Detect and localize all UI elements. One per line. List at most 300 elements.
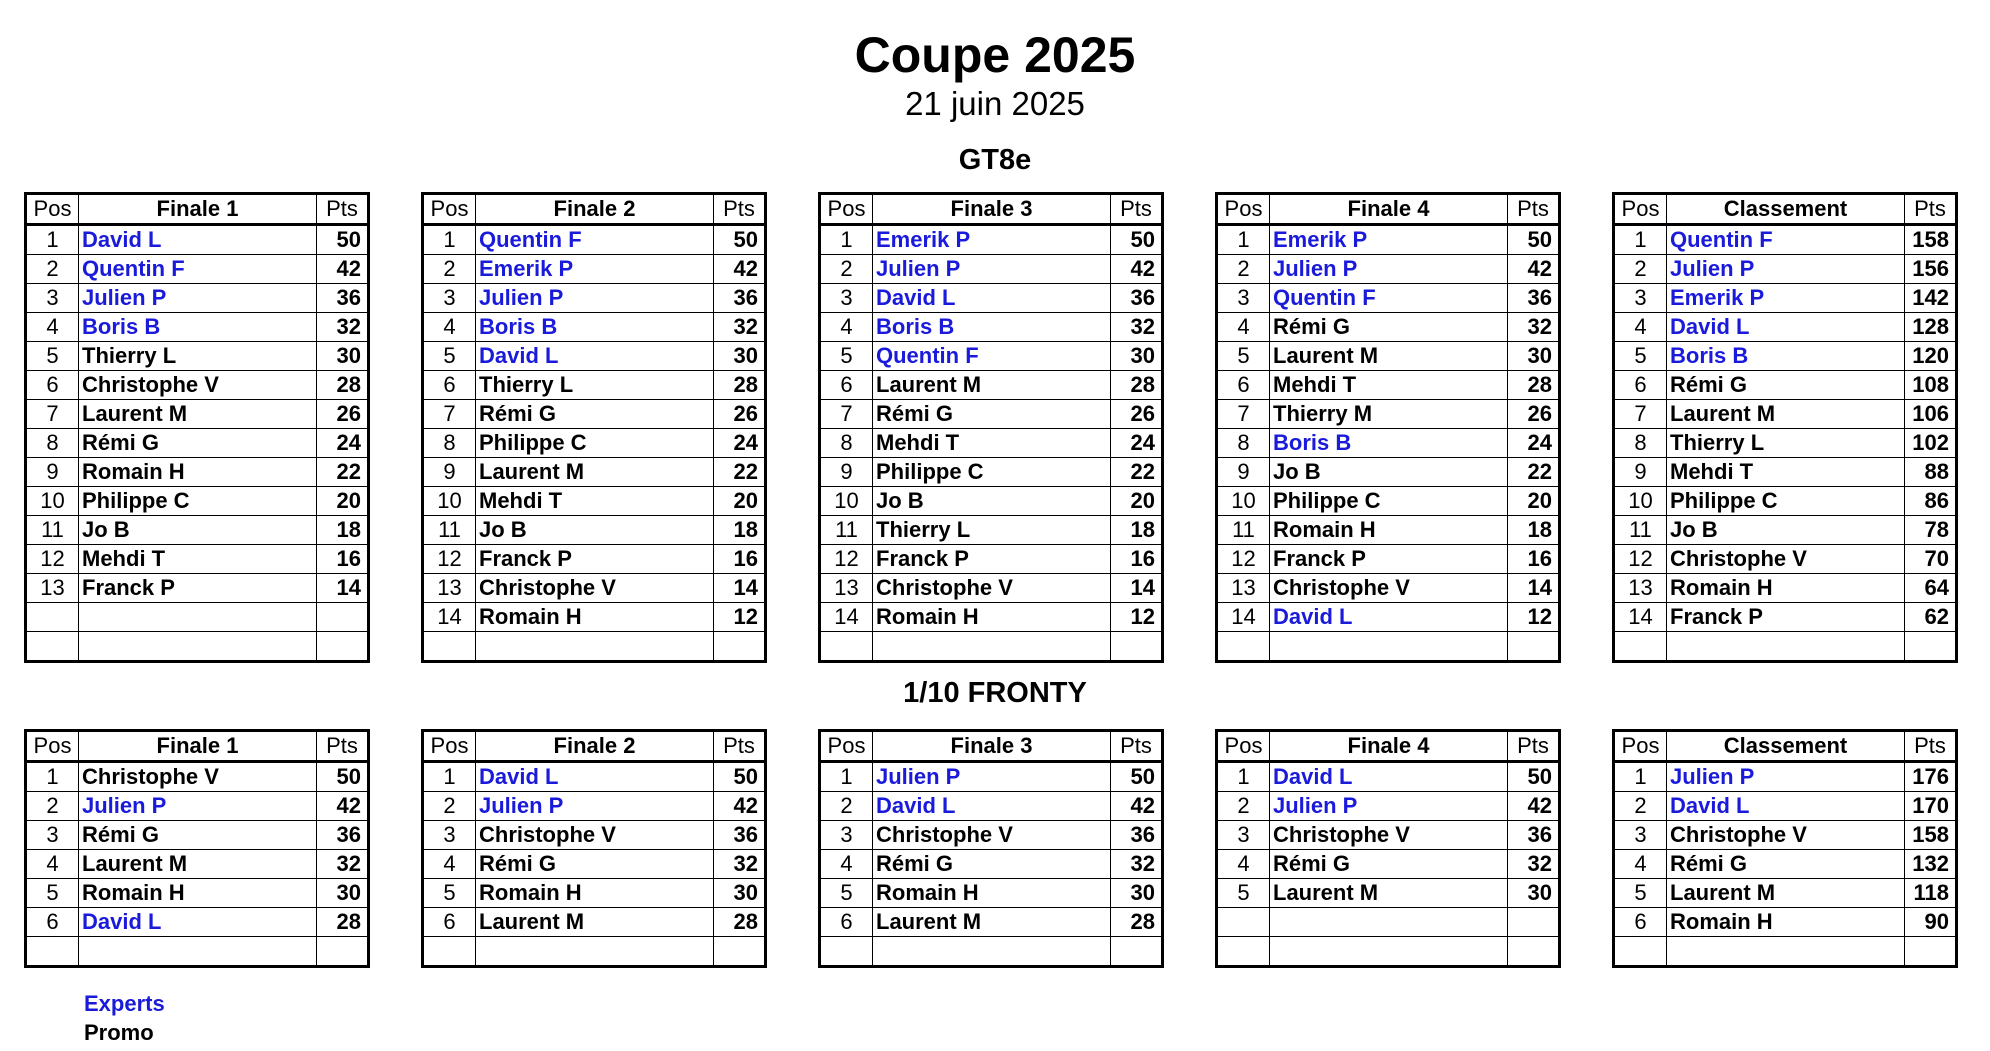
cell-pts: 28 bbox=[714, 371, 766, 400]
results-table-1-10-fronty-finale-3 bbox=[818, 729, 1164, 968]
column-header-pos: Pos bbox=[820, 194, 873, 225]
cell-pts: 42 bbox=[317, 792, 369, 821]
cell-pos: 10 bbox=[423, 487, 476, 516]
cell-name: Boris B bbox=[1270, 429, 1508, 458]
cell-pts: 16 bbox=[317, 545, 369, 574]
table-row bbox=[423, 850, 766, 879]
cell-pos: 4 bbox=[423, 850, 476, 879]
cell-pts: 62 bbox=[1905, 603, 1957, 632]
cell-pos: 7 bbox=[1217, 400, 1270, 429]
cell-name: Jo B bbox=[1270, 458, 1508, 487]
cell-name: Franck P bbox=[873, 545, 1111, 574]
cell-name: Franck P bbox=[1270, 545, 1508, 574]
cell-pts: 158 bbox=[1905, 821, 1957, 850]
table-row bbox=[26, 603, 369, 632]
cell-pos: 3 bbox=[26, 821, 79, 850]
table-row bbox=[1217, 225, 1560, 255]
table-row bbox=[820, 545, 1163, 574]
table-row bbox=[1217, 255, 1560, 284]
cell-pts: 30 bbox=[714, 342, 766, 371]
table-row bbox=[26, 313, 369, 342]
cell-pos: 14 bbox=[423, 603, 476, 632]
results-table-gt8e-finale-1 bbox=[24, 192, 370, 663]
table-row bbox=[1217, 574, 1560, 603]
column-header-pos: Pos bbox=[423, 731, 476, 762]
table-row bbox=[423, 879, 766, 908]
cell-pos: 6 bbox=[820, 908, 873, 937]
legend-experts: Experts bbox=[84, 991, 165, 1016]
table-row bbox=[423, 574, 766, 603]
cell-name: Christophe V bbox=[79, 762, 317, 792]
cell-pts: 32 bbox=[1508, 313, 1560, 342]
cell-pos: 13 bbox=[1217, 574, 1270, 603]
cell-pts bbox=[1508, 632, 1560, 662]
cell-pts: 24 bbox=[1508, 429, 1560, 458]
cell-pos: 8 bbox=[1217, 429, 1270, 458]
cell-name: Julien P bbox=[1270, 792, 1508, 821]
cell-name: Rémi G bbox=[79, 821, 317, 850]
cell-pts: 156 bbox=[1905, 255, 1957, 284]
table-header-row bbox=[1217, 194, 1560, 225]
cell-name: Romain H bbox=[1270, 516, 1508, 545]
cell-name: Rémi G bbox=[476, 400, 714, 429]
cell-name: Quentin F bbox=[1667, 225, 1905, 255]
cell-name: Romain H bbox=[1667, 574, 1905, 603]
cell-pts: 20 bbox=[317, 487, 369, 516]
cell-pos: 4 bbox=[1614, 850, 1667, 879]
column-header-pts: Pts bbox=[1111, 194, 1163, 225]
cell-name: David L bbox=[476, 342, 714, 371]
cell-pts: 108 bbox=[1905, 371, 1957, 400]
results-table-1-10-fronty-finale-1 bbox=[24, 729, 370, 968]
cell-pos bbox=[820, 937, 873, 967]
cell-name bbox=[1667, 632, 1905, 662]
results-table-gt8e-finale-4 bbox=[1215, 192, 1561, 663]
cell-name: David L bbox=[1270, 603, 1508, 632]
table-row bbox=[423, 632, 766, 662]
cell-pts: 50 bbox=[714, 762, 766, 792]
table-row bbox=[1614, 255, 1957, 284]
cell-pts: 18 bbox=[1111, 516, 1163, 545]
cell-name: Laurent M bbox=[873, 371, 1111, 400]
cell-name: Julien P bbox=[79, 284, 317, 313]
cell-pos: 11 bbox=[423, 516, 476, 545]
cell-pos bbox=[1217, 632, 1270, 662]
cell-pts: 36 bbox=[1111, 821, 1163, 850]
table-row bbox=[26, 545, 369, 574]
cell-name: Philippe C bbox=[873, 458, 1111, 487]
cell-name: Rémi G bbox=[1667, 371, 1905, 400]
cell-pos bbox=[1614, 937, 1667, 967]
table-row bbox=[1217, 400, 1560, 429]
cell-pts: 42 bbox=[714, 792, 766, 821]
cell-name bbox=[873, 937, 1111, 967]
cell-pts: 106 bbox=[1905, 400, 1957, 429]
table-header-row bbox=[1614, 194, 1957, 225]
cell-pts bbox=[1905, 937, 1957, 967]
cell-pos: 4 bbox=[820, 313, 873, 342]
cell-name: Thierry L bbox=[1667, 429, 1905, 458]
cell-pos: 13 bbox=[423, 574, 476, 603]
cell-name bbox=[1270, 908, 1508, 937]
cell-pos: 2 bbox=[26, 255, 79, 284]
column-header-pts: Pts bbox=[317, 731, 369, 762]
cell-name: Laurent M bbox=[1270, 879, 1508, 908]
table-row bbox=[423, 487, 766, 516]
cell-name: Thierry M bbox=[1270, 400, 1508, 429]
table-row bbox=[423, 255, 766, 284]
column-header-pts: Pts bbox=[1508, 194, 1560, 225]
table-row bbox=[820, 487, 1163, 516]
table-row bbox=[26, 400, 369, 429]
cell-name: Boris B bbox=[476, 313, 714, 342]
cell-name: Thierry L bbox=[476, 371, 714, 400]
table-row bbox=[423, 225, 766, 255]
cell-pos: 3 bbox=[1614, 284, 1667, 313]
table-row bbox=[820, 313, 1163, 342]
table-row bbox=[820, 821, 1163, 850]
table-row bbox=[1217, 821, 1560, 850]
cell-name: Quentin F bbox=[79, 255, 317, 284]
column-header-title: Finale 2 bbox=[476, 194, 714, 225]
cell-pos: 1 bbox=[820, 225, 873, 255]
results-table-1-10-fronty-finale-4 bbox=[1215, 729, 1561, 968]
table-header-row bbox=[1217, 731, 1560, 762]
cell-pts: 12 bbox=[1111, 603, 1163, 632]
cell-pts: 14 bbox=[714, 574, 766, 603]
cell-name: Rémi G bbox=[1270, 850, 1508, 879]
cell-name: Julien P bbox=[1667, 255, 1905, 284]
cell-pos: 2 bbox=[1614, 792, 1667, 821]
column-header-pts: Pts bbox=[714, 194, 766, 225]
column-header-pos: Pos bbox=[26, 194, 79, 225]
table-row bbox=[423, 792, 766, 821]
cell-name bbox=[476, 632, 714, 662]
table-row bbox=[820, 284, 1163, 313]
cell-pts: 28 bbox=[1111, 371, 1163, 400]
cell-name: Boris B bbox=[1667, 342, 1905, 371]
table-row bbox=[1614, 850, 1957, 879]
column-header-pos: Pos bbox=[820, 731, 873, 762]
cell-pts: 14 bbox=[317, 574, 369, 603]
cell-pos: 7 bbox=[423, 400, 476, 429]
cell-pts: 118 bbox=[1905, 879, 1957, 908]
cell-pts: 12 bbox=[1508, 603, 1560, 632]
cell-pos: 1 bbox=[820, 762, 873, 792]
table-row bbox=[820, 225, 1163, 255]
cell-pos: 2 bbox=[1217, 792, 1270, 821]
cell-name: Romain H bbox=[79, 879, 317, 908]
cell-name: Quentin F bbox=[1270, 284, 1508, 313]
cell-pos: 2 bbox=[1614, 255, 1667, 284]
table-row bbox=[1217, 516, 1560, 545]
cell-pos: 4 bbox=[1217, 850, 1270, 879]
column-header-pts: Pts bbox=[1111, 731, 1163, 762]
table-row bbox=[26, 632, 369, 662]
cell-pos: 7 bbox=[26, 400, 79, 429]
table-row bbox=[26, 908, 369, 937]
cell-name: Mehdi T bbox=[476, 487, 714, 516]
cell-name bbox=[873, 632, 1111, 662]
cell-name: Quentin F bbox=[873, 342, 1111, 371]
cell-pts: 30 bbox=[714, 879, 766, 908]
cell-name: Laurent M bbox=[476, 458, 714, 487]
cell-pts: 20 bbox=[1111, 487, 1163, 516]
cell-pts: 102 bbox=[1905, 429, 1957, 458]
cell-pos: 4 bbox=[1614, 313, 1667, 342]
cell-pts: 32 bbox=[317, 313, 369, 342]
table-row bbox=[1217, 937, 1560, 967]
cell-pos: 6 bbox=[820, 371, 873, 400]
table-header-row bbox=[820, 731, 1163, 762]
cell-pts: 142 bbox=[1905, 284, 1957, 313]
table-row bbox=[423, 400, 766, 429]
table-row bbox=[1217, 313, 1560, 342]
cell-pos: 13 bbox=[26, 574, 79, 603]
cell-pts: 42 bbox=[1111, 792, 1163, 821]
column-header-title: Finale 4 bbox=[1270, 731, 1508, 762]
cell-name: Julien P bbox=[1667, 762, 1905, 792]
cell-pos: 5 bbox=[1217, 342, 1270, 371]
legend-promo: Promo bbox=[84, 1020, 154, 1045]
cell-name: Boris B bbox=[79, 313, 317, 342]
table-row bbox=[1217, 850, 1560, 879]
cell-pos: 12 bbox=[1614, 545, 1667, 574]
table-row bbox=[820, 429, 1163, 458]
cell-name: Christophe V bbox=[476, 574, 714, 603]
cell-pts: 120 bbox=[1905, 342, 1957, 371]
cell-name: Philippe C bbox=[79, 487, 317, 516]
table-row bbox=[26, 879, 369, 908]
cell-pts: 176 bbox=[1905, 762, 1957, 792]
cell-pts: 50 bbox=[317, 225, 369, 255]
cell-pts: 28 bbox=[317, 371, 369, 400]
column-header-title: Finale 4 bbox=[1270, 194, 1508, 225]
table-row bbox=[26, 225, 369, 255]
table-row bbox=[1614, 313, 1957, 342]
cell-pos: 1 bbox=[26, 762, 79, 792]
table-row bbox=[423, 371, 766, 400]
cell-name: Philippe C bbox=[476, 429, 714, 458]
cell-pos: 2 bbox=[423, 255, 476, 284]
table-row bbox=[1217, 429, 1560, 458]
cell-name: Boris B bbox=[873, 313, 1111, 342]
table-row bbox=[423, 545, 766, 574]
cell-pts: 32 bbox=[1508, 850, 1560, 879]
cell-pts: 16 bbox=[714, 545, 766, 574]
table-row bbox=[1217, 879, 1560, 908]
cell-pts bbox=[317, 603, 369, 632]
table-row bbox=[1217, 792, 1560, 821]
cell-pts: 50 bbox=[1111, 225, 1163, 255]
cell-pos: 1 bbox=[423, 762, 476, 792]
cell-name: Emerik P bbox=[476, 255, 714, 284]
cell-pts: 42 bbox=[1111, 255, 1163, 284]
column-header-pts: Pts bbox=[1905, 731, 1957, 762]
table-row bbox=[26, 429, 369, 458]
cell-pos: 6 bbox=[26, 908, 79, 937]
table-row bbox=[26, 255, 369, 284]
column-header-title: Finale 1 bbox=[79, 194, 317, 225]
cell-pos: 8 bbox=[423, 429, 476, 458]
table-row bbox=[423, 342, 766, 371]
cell-pts: 128 bbox=[1905, 313, 1957, 342]
table-row bbox=[26, 792, 369, 821]
cell-name: Quentin F bbox=[476, 225, 714, 255]
cell-pos: 6 bbox=[423, 908, 476, 937]
cell-name: Laurent M bbox=[873, 908, 1111, 937]
table-row bbox=[1614, 284, 1957, 313]
cell-pts: 28 bbox=[1508, 371, 1560, 400]
cell-name: Julien P bbox=[1270, 255, 1508, 284]
cell-pts: 42 bbox=[317, 255, 369, 284]
cell-pos: 3 bbox=[820, 284, 873, 313]
cell-pts bbox=[317, 937, 369, 967]
cell-name: David L bbox=[476, 762, 714, 792]
cell-pts: 22 bbox=[317, 458, 369, 487]
cell-name: Jo B bbox=[1667, 516, 1905, 545]
cell-name: Laurent M bbox=[1270, 342, 1508, 371]
table-row bbox=[26, 821, 369, 850]
cell-name: Emerik P bbox=[873, 225, 1111, 255]
cell-pts: 36 bbox=[317, 821, 369, 850]
cell-pts: 50 bbox=[714, 225, 766, 255]
table-row bbox=[820, 762, 1163, 792]
table-row bbox=[423, 516, 766, 545]
table-row bbox=[820, 792, 1163, 821]
cell-pos: 4 bbox=[26, 313, 79, 342]
cell-pts: 90 bbox=[1905, 908, 1957, 937]
cell-name: David L bbox=[79, 908, 317, 937]
cell-pos: 11 bbox=[26, 516, 79, 545]
results-table-gt8e-classement bbox=[1612, 192, 1958, 663]
cell-name: Julien P bbox=[873, 255, 1111, 284]
cell-name: Christophe V bbox=[1667, 821, 1905, 850]
table-row bbox=[1614, 225, 1957, 255]
cell-pos: 2 bbox=[423, 792, 476, 821]
cell-name: Christophe V bbox=[1667, 545, 1905, 574]
table-row bbox=[1217, 342, 1560, 371]
cell-name: Christophe V bbox=[476, 821, 714, 850]
table-row bbox=[26, 284, 369, 313]
cell-name: Laurent M bbox=[1667, 879, 1905, 908]
cell-pos: 2 bbox=[820, 792, 873, 821]
cell-pos bbox=[1614, 632, 1667, 662]
cell-pos bbox=[26, 632, 79, 662]
cell-name: Julien P bbox=[476, 792, 714, 821]
cell-name bbox=[1270, 937, 1508, 967]
cell-pos: 3 bbox=[1614, 821, 1667, 850]
cell-name: Rémi G bbox=[873, 400, 1111, 429]
cell-pts: 26 bbox=[317, 400, 369, 429]
cell-pos: 3 bbox=[26, 284, 79, 313]
table-row bbox=[1217, 908, 1560, 937]
table-row bbox=[820, 255, 1163, 284]
cell-name: Laurent M bbox=[476, 908, 714, 937]
cell-name: David L bbox=[873, 284, 1111, 313]
column-header-pts: Pts bbox=[1905, 194, 1957, 225]
cell-pos bbox=[26, 937, 79, 967]
cell-pts: 26 bbox=[1111, 400, 1163, 429]
table-row bbox=[1217, 371, 1560, 400]
table-row bbox=[820, 603, 1163, 632]
cell-pts: 30 bbox=[317, 342, 369, 371]
table-row bbox=[1614, 879, 1957, 908]
cell-pos: 7 bbox=[820, 400, 873, 429]
cell-name: Rémi G bbox=[873, 850, 1111, 879]
cell-pts: 14 bbox=[1508, 574, 1560, 603]
cell-name: Romain H bbox=[476, 879, 714, 908]
table-row bbox=[1217, 284, 1560, 313]
table-row bbox=[26, 937, 369, 967]
cell-pts: 32 bbox=[714, 850, 766, 879]
cell-pos: 10 bbox=[1614, 487, 1667, 516]
column-header-pos: Pos bbox=[1614, 731, 1667, 762]
cell-pos: 3 bbox=[423, 284, 476, 313]
cell-pos: 6 bbox=[1217, 371, 1270, 400]
cell-pos: 2 bbox=[820, 255, 873, 284]
cell-name bbox=[476, 937, 714, 967]
table-row bbox=[820, 632, 1163, 662]
table-row bbox=[423, 429, 766, 458]
cell-pts: 14 bbox=[1111, 574, 1163, 603]
cell-pos: 11 bbox=[1614, 516, 1667, 545]
cell-pts: 12 bbox=[714, 603, 766, 632]
cell-pts: 26 bbox=[1508, 400, 1560, 429]
cell-pts: 22 bbox=[1111, 458, 1163, 487]
cell-name: David L bbox=[1667, 313, 1905, 342]
cell-pos: 6 bbox=[1614, 908, 1667, 937]
table-row bbox=[423, 937, 766, 967]
table-header-row bbox=[423, 194, 766, 225]
cell-pos: 1 bbox=[1217, 225, 1270, 255]
cell-name: David L bbox=[79, 225, 317, 255]
column-header-title: Classement bbox=[1667, 731, 1905, 762]
table-row bbox=[1217, 458, 1560, 487]
column-header-pos: Pos bbox=[26, 731, 79, 762]
results-table-gt8e-finale-2 bbox=[421, 192, 767, 663]
table-row bbox=[1217, 632, 1560, 662]
cell-pos: 9 bbox=[1614, 458, 1667, 487]
table-header-row bbox=[820, 194, 1163, 225]
column-header-pts: Pts bbox=[317, 194, 369, 225]
cell-pos: 11 bbox=[1217, 516, 1270, 545]
cell-pts bbox=[1111, 937, 1163, 967]
table-row bbox=[820, 400, 1163, 429]
cell-pts: 18 bbox=[1508, 516, 1560, 545]
table-row bbox=[26, 458, 369, 487]
cell-pts: 32 bbox=[1111, 850, 1163, 879]
cell-pts: 36 bbox=[1508, 821, 1560, 850]
table-row bbox=[26, 342, 369, 371]
table-row bbox=[820, 850, 1163, 879]
table-header-row bbox=[423, 731, 766, 762]
cell-pts: 86 bbox=[1905, 487, 1957, 516]
cell-pos: 4 bbox=[1217, 313, 1270, 342]
cell-pts bbox=[1508, 937, 1560, 967]
cell-name: Christophe V bbox=[1270, 821, 1508, 850]
cell-pos: 10 bbox=[820, 487, 873, 516]
cell-pts: 18 bbox=[317, 516, 369, 545]
cell-pos: 1 bbox=[26, 225, 79, 255]
cell-name: Christophe V bbox=[873, 821, 1111, 850]
cell-name: Romain H bbox=[476, 603, 714, 632]
table-row bbox=[1614, 821, 1957, 850]
cell-pts: 16 bbox=[1111, 545, 1163, 574]
cell-pos bbox=[1217, 937, 1270, 967]
cell-pts: 42 bbox=[714, 255, 766, 284]
cell-pos: 9 bbox=[26, 458, 79, 487]
